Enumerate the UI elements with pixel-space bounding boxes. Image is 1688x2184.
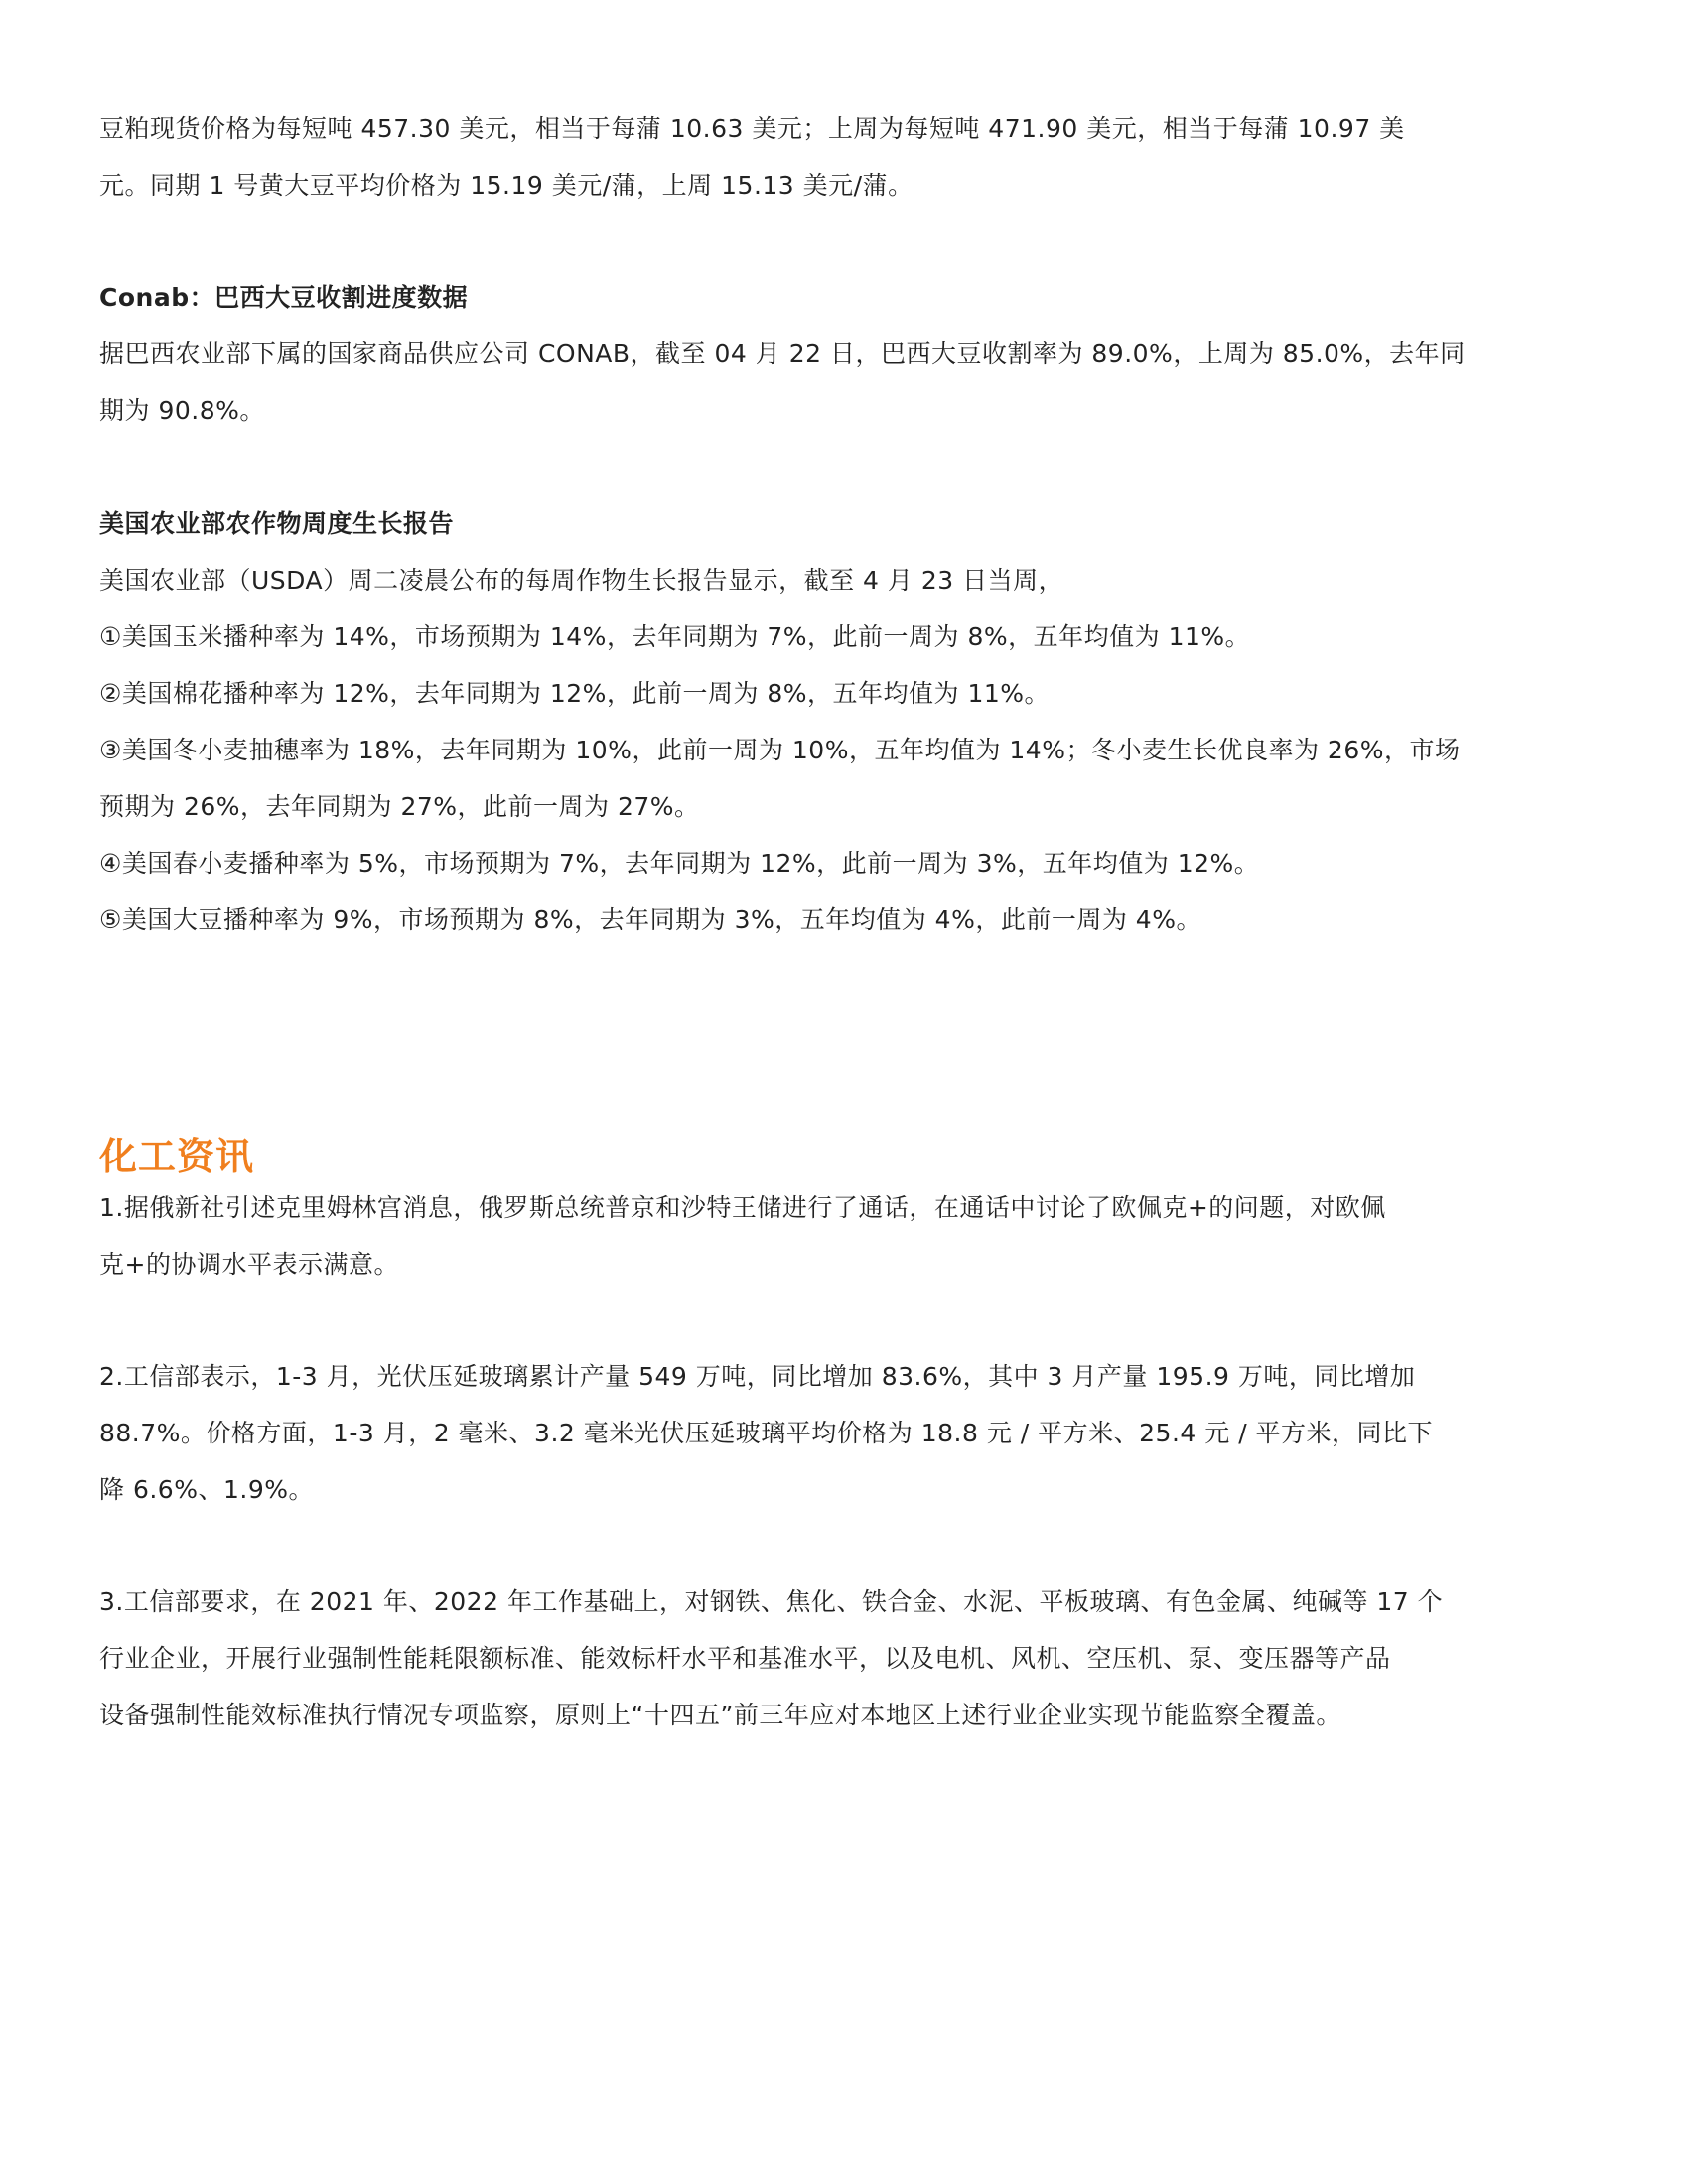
usda-item-winter-wheat-cont: 预期为 26%，去年同期为 27%，此前一周为 27%。 xyxy=(99,792,700,821)
paragraph-line: 降 6.6%、1.9%。 xyxy=(99,1475,314,1504)
paragraph-line: 设备强制性能效标准执行情况专项监察，原则上“十四五”前三年应对本地区上述行业企业实现节能监察全覆盖。 xyxy=(99,1701,1341,1729)
paragraph-line: 88.7%。价格方面，1-3 月，2 毫米、3.2 毫米光伏压延玻璃平均价格为 18.8 元 / 平方米、25.4 元 / 平方米，同比下 xyxy=(99,1419,1434,1447)
paragraph-line: 克+的协调水平表示满意。 xyxy=(99,1250,399,1279)
conab-paragraph xyxy=(99,326,1589,439)
usda-item-cotton: ②美国棉花播种率为 12%，去年同期为 12%，此前一周为 8%，五年均值为 11%。 xyxy=(99,679,1051,708)
paragraph-line: 据巴西农业部下属的国家商品供应公司 CONAB，截至 04 月 22 日，巴西大豆收割率为 89.0%，上周为 85.0%，去年同 xyxy=(99,340,1466,368)
usda-paragraph xyxy=(99,552,1589,948)
chem-news-3 xyxy=(99,1573,1589,1743)
chem-news-1 xyxy=(99,1179,1589,1293)
usda-heading: 美国农业部农作物周度生长报告 xyxy=(99,509,455,538)
chem-news-2 xyxy=(99,1348,1589,1518)
usda-item-winter-wheat: ③美国冬小麦抽穗率为 18%，去年同期为 10%，此前一周为 10%，五年均值为 14%；冬小麦生长优良率为 26%，市场 xyxy=(99,736,1461,764)
paragraph-line: 元。同期 1 号黄大豆平均价格为 15.19 美元/蒲，上周 15.13 美元/蒲。 xyxy=(99,171,914,200)
paragraph-line: 期为 90.8%。 xyxy=(99,396,265,425)
usda-item-spring-wheat: ④美国春小麦播种率为 5%，市场预期为 7%，去年同期为 12%，此前一周为 3%，五年均值为 12%。 xyxy=(99,849,1260,878)
usda-item-corn: ①美国玉米播种率为 14%，市场预期为 14%，去年同期为 7%，此前一周为 8%，五年均值为 11%。 xyxy=(99,622,1251,651)
paragraph-line: 1.据俄新社引述克里姆林宫消息，俄罗斯总统普京和沙特王储进行了通话，在通话中讨论了欧佩克+的问题，对欧佩 xyxy=(99,1193,1386,1222)
paragraph-line: 行业企业，开展行业强制性能耗限额标准、能效标杆水平和基准水平，以及电机、风机、空压机、泵、变压器等产品 xyxy=(99,1644,1391,1673)
usda-item-soybean: ⑤美国大豆播种率为 9%，市场预期为 8%，去年同期为 3%，五年均值为 4%，此前一周为 4%。 xyxy=(99,905,1201,934)
soymeal-price-paragraph xyxy=(99,100,1589,213)
paragraph-line: 2.工信部表示，1-3 月，光伏压延玻璃累计产量 549 万吨，同比增加 83.6%，其中 3 月产量 195.9 万吨，同比增加 xyxy=(99,1362,1416,1391)
usda-intro: 美国农业部（USDA）周二凌晨公布的每周作物生长报告显示，截至 4 月 23 日当周， xyxy=(99,566,1064,595)
conab-heading: Conab：巴西大豆收割进度数据 xyxy=(99,283,469,312)
paragraph-line: 豆粕现货价格为每短吨 457.30 美元，相当于每蒲 10.63 美元；上周为每短吨 471.90 美元，相当于每蒲 10.97 美 xyxy=(99,114,1405,143)
paragraph-line: 3.工信部要求，在 2021 年、2022 年工作基础上，对钢铁、焦化、铁合金、水泥、平板玻璃、有色金属、纯碱等 17 个 xyxy=(99,1587,1444,1616)
chem-section-title: 化工资讯 xyxy=(99,1135,255,1178)
